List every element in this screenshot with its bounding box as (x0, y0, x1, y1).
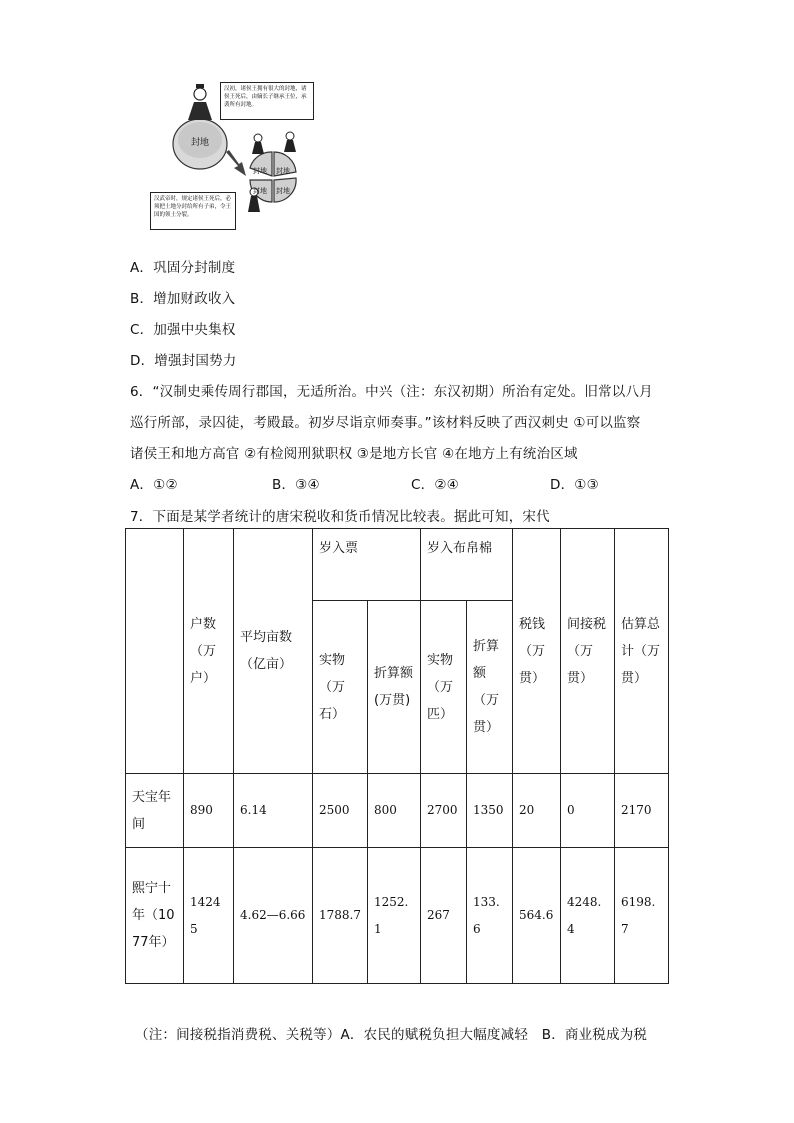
tax-comparison-table (125, 528, 669, 984)
q7-note-and-options: （注：间接税指消费税、关税等）A．农民的赋税负担大幅度减轻 B．商业税成为税 (135, 1027, 648, 1043)
header-households: 户数（万户） (184, 529, 234, 774)
q6-option-d: D．①③ (550, 477, 599, 493)
cell-grain-goods: 1788.7 (313, 848, 368, 984)
cell-cash-tax: 20 (513, 774, 561, 848)
table-row (126, 848, 669, 984)
q6-option-a: A．①② (130, 477, 178, 493)
q5-option-a: A．巩固分封制度 (130, 260, 236, 276)
cell-period: 熙宁十年（1077年） (126, 848, 184, 984)
q6-line-2: 巡行所部，录囚徒，考殿最。初岁尽诣京师奏事。”该材料反映了西汉刺史 ①可以监察 (130, 415, 641, 431)
header-corner (126, 529, 184, 774)
cell-cash-tax: 564.6 (513, 848, 561, 984)
cell-cloth-converted: 1350 (467, 774, 513, 848)
q5-option-c: C．加强中央集权 (130, 322, 236, 338)
header-indirect-tax: 间接税（万贯） (561, 529, 615, 774)
cell-grain-converted: 1252.1 (368, 848, 421, 984)
header-cloth-group: 岁入布帛棉 (421, 529, 513, 601)
cell-period: 天宝年间 (126, 774, 184, 848)
cell-grain-goods: 2500 (313, 774, 368, 848)
cell-total: 6198.7 (615, 848, 669, 984)
land-label-small: 封地 (276, 167, 290, 175)
cell-area: 6.14 (234, 774, 313, 848)
cell-total: 2170 (615, 774, 669, 848)
q7-stem: 7．下面是某学者统计的唐宋税收和货币情况比较表。据此可知，宋代 (130, 509, 550, 525)
land-label-big: 封地 (191, 138, 210, 148)
q5-option-d: D．增强封国势力 (130, 353, 237, 369)
cell-households: 890 (184, 774, 234, 848)
q5-option-b: B．增加财政收入 (130, 291, 236, 307)
header-grain-goods: 实物（万石） (313, 601, 368, 774)
header-cloth-converted: 折算额（万贯） (467, 601, 513, 774)
q6-line-1: 6．“汉制史乘传周行郡国，无适所治。中兴（注：东汉初期）所治有定处。旧常以八月 (130, 384, 653, 400)
header-cloth-goods: 实物（万匹） (421, 601, 467, 774)
q6-option-b: B．③④ (272, 477, 320, 493)
cell-indirect-tax: 0 (561, 774, 615, 848)
caption-top: 汉初，诸侯王拥有很大的封地，诸侯王死后，由嫡长子继承王位，承袭所有封地。 (220, 82, 314, 120)
land-label-small: 封地 (253, 167, 267, 175)
q6-option-c: C．②④ (411, 477, 459, 493)
table-row (126, 774, 669, 848)
cell-indirect-tax: 4248.4 (561, 848, 615, 984)
header-grain-converted: 折算额(万贯) (368, 601, 421, 774)
header-cash-tax: 税钱（万贯） (513, 529, 561, 774)
header-area: 平均亩数（亿亩） (234, 529, 313, 774)
cell-cloth-goods: 2700 (421, 774, 467, 848)
table-header-row (126, 529, 669, 601)
cell-grain-converted: 800 (368, 774, 421, 848)
cell-cloth-goods: 267 (421, 848, 467, 984)
cell-cloth-converted: 133.6 (467, 848, 513, 984)
land-label-small: 封地 (276, 187, 290, 195)
cell-area: 4.62—6.66 (234, 848, 313, 984)
land-label-small: 封地 (253, 187, 267, 195)
q6-line-3: 诸侯王和地方高官 ②有检阅刑狱职权 ③是地方长官 ④在地方上有统治区域 (130, 446, 578, 462)
cell-households: 14245 (184, 848, 234, 984)
header-grain-group: 岁入票 (313, 529, 421, 601)
fief-illustration (150, 80, 330, 230)
caption-bottom: 汉武帝时，规定诸侯王死后，必须把土地分封给所有子弟，令王国的领土分裂。 (150, 192, 236, 230)
header-total: 估算总计（万贯） (615, 529, 669, 774)
